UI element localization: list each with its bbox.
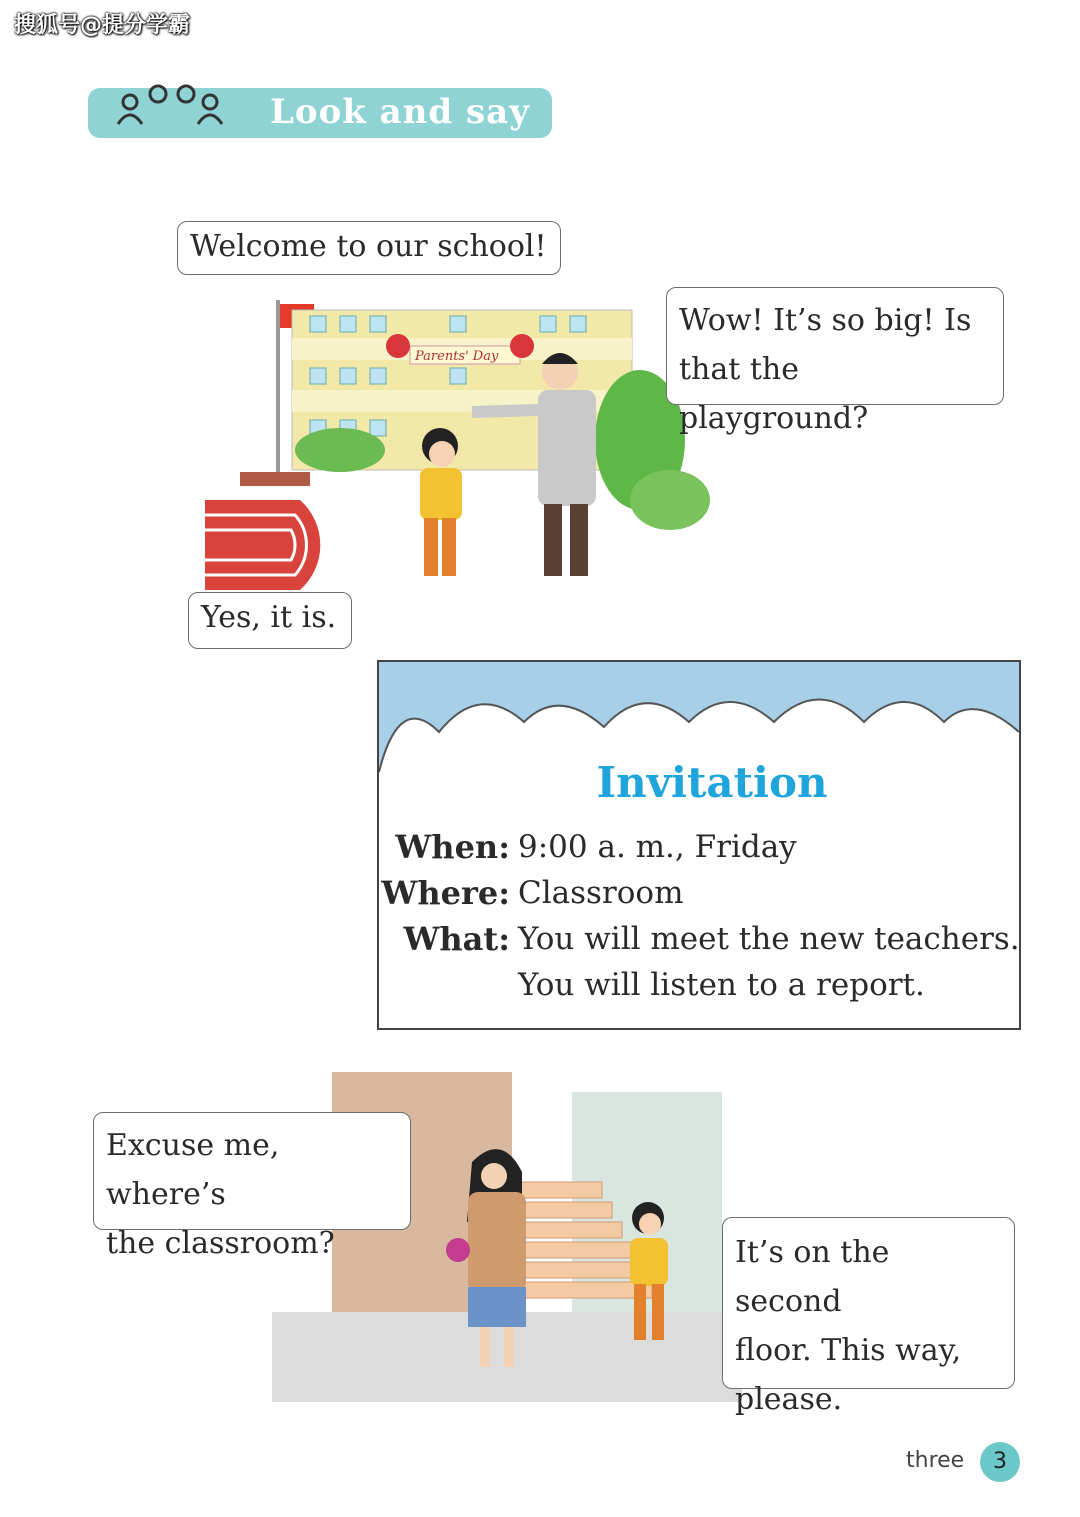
speech-bubble-yes [188,592,352,649]
what-value-line2: You will listen to a report. [518,967,925,1003]
bubble-text-line2: the classroom? [106,1226,335,1261]
speech-bubble-excuse-me [93,1112,411,1261]
speech-bubble-welcome [177,221,561,275]
speech-bubble-second-floor [722,1217,1015,1417]
when-label: When: [395,828,510,866]
page-number-word: three [906,1448,965,1473]
bubble-text-line3: please. [735,1382,843,1417]
bubble-text-line1: It’s on the second [735,1235,890,1319]
banner-text: Parents' Day [415,349,499,364]
bubble-text-line1: Wow! It’s so big! Is [679,303,972,338]
section-title: Look and say [270,92,530,132]
bubble-text-line1: Excuse me, where’s [106,1128,280,1212]
bubble-text: Yes, it is. [201,600,337,635]
school-scene-illustration [200,290,720,600]
what-value-line1: You will meet the new teachers. [518,921,1020,957]
bubble-text-line2: floor. This way, [735,1333,962,1368]
when-value: 9:00 a. m., Friday [518,829,797,865]
where-value: Classroom [518,875,684,911]
speech-bubble-playground [666,287,1004,436]
page-number-badge: 3 [980,1442,1020,1482]
group-people-icon [112,80,232,132]
what-label: What: [403,920,510,958]
bubble-text-line2: that the playground? [679,352,869,436]
watermark: 搜狐号@提分学霸 [14,13,191,38]
invitation-title: Invitation [596,758,828,807]
where-label: Where: [381,874,510,912]
bubble-text: Welcome to our school! [190,229,547,264]
